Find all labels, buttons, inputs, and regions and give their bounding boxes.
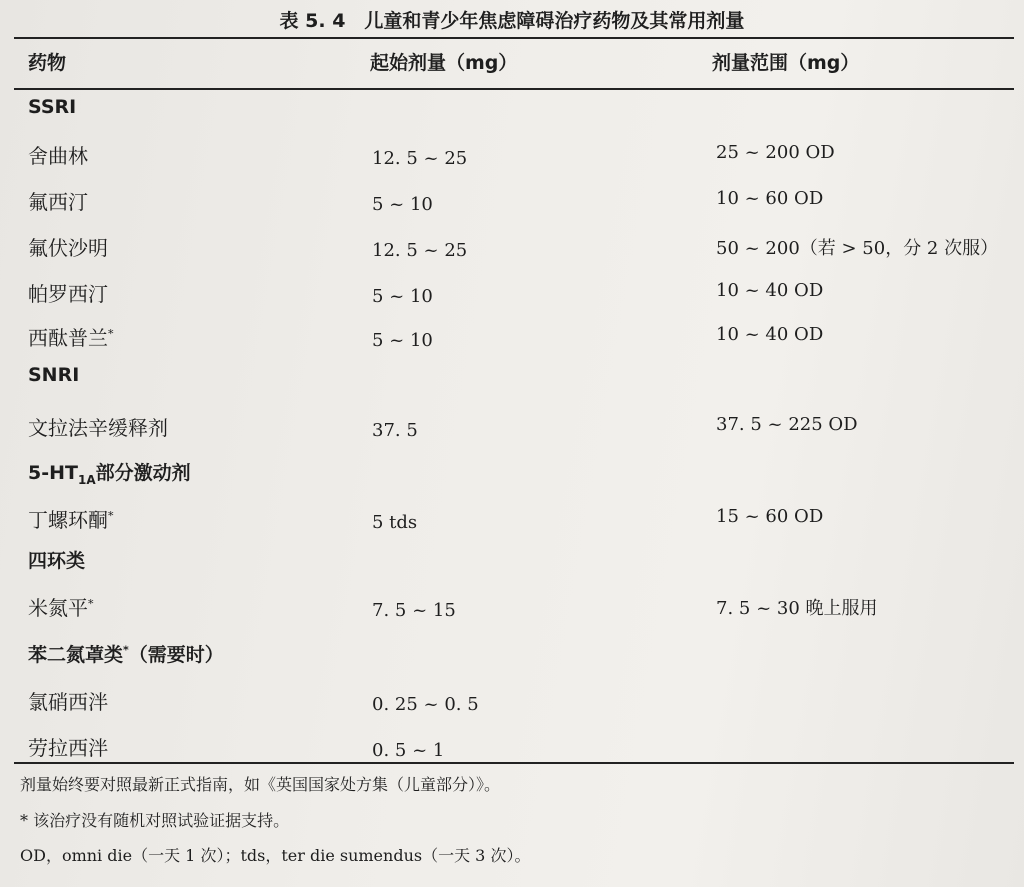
category-label: 苯二氮䓬类*（需要时） xyxy=(28,643,224,666)
drug-name: 文拉法辛缓释剂 xyxy=(28,416,168,440)
start-dose: 0. 25 ~ 0. 5 xyxy=(372,694,479,715)
category-label: $5-HT_{1A}$部分激动剂 xyxy=(28,462,191,487)
note-abbreviations: OD，omni die（一天 1 次）；tds，ter die sumendus（一天 3 次）。 xyxy=(20,846,531,865)
header-dose-range: 剂量范围（mg） xyxy=(712,52,860,74)
drug-name: 舍曲林 xyxy=(28,144,88,168)
start-dose: 5 ~ 10 xyxy=(372,286,433,307)
category-row xyxy=(0,542,1024,588)
header-rule xyxy=(14,88,1014,90)
dose-range: 25 ~ 200 OD xyxy=(716,142,835,163)
dose-range: 10 ~ 60 OD xyxy=(716,188,824,209)
drug-name: 帕罗西汀 xyxy=(28,282,108,306)
dose-range: 15 ~ 60 OD xyxy=(716,506,824,527)
table-row xyxy=(0,272,1024,318)
drug-name: 氟西汀 xyxy=(28,190,88,214)
start-dose: 7. 5 ~ 15 xyxy=(372,600,456,621)
table-row xyxy=(0,316,1024,362)
top-rule xyxy=(14,37,1014,39)
dose-range: 7. 5 ~ 30 晚上服用 xyxy=(716,598,878,619)
header-start-dose: 起始剂量（mg） xyxy=(370,52,518,74)
table-row xyxy=(0,586,1024,632)
table-row xyxy=(0,180,1024,226)
table-row xyxy=(0,226,1024,272)
category-label: SSRI xyxy=(28,96,77,118)
start-dose: 5 tds xyxy=(372,512,418,533)
dose-range: 10 ~ 40 OD xyxy=(716,324,824,345)
note-guideline: 剂量始终要对照最新正式指南，如《英国国家处方集（儿童部分）》。 xyxy=(20,775,501,794)
table-row xyxy=(0,134,1024,180)
table-title: 表 5. 4 儿童和青少年焦虑障碍治疗药物及其常用剂量 xyxy=(279,10,745,32)
note-asterisk: * 该治疗没有随机对照试验证据支持。 xyxy=(20,811,290,830)
table-row xyxy=(0,406,1024,452)
drug-name: 氟伏沙明 xyxy=(28,236,108,260)
dose-range: 50 ~ 200（若 > 50，分 2 次服） xyxy=(716,238,999,259)
category-row xyxy=(0,92,1024,138)
bottom-rule xyxy=(14,762,1014,764)
category-label: 四环类 xyxy=(28,550,86,572)
table-row xyxy=(0,680,1024,726)
start-dose: 0. 5 ~ 1 xyxy=(372,740,445,761)
category-row xyxy=(0,636,1024,682)
category-label: SNRI xyxy=(28,364,80,386)
drug-name: 劳拉西泮 xyxy=(28,736,108,760)
drug-name: 丁螺环酮* xyxy=(28,508,114,532)
start-dose: 12. 5 ~ 25 xyxy=(372,240,468,261)
start-dose: 37. 5 xyxy=(372,420,418,441)
table-row xyxy=(0,726,1024,772)
drug-name: 西酞普兰* xyxy=(28,326,114,350)
start-dose: 12. 5 ~ 25 xyxy=(372,148,468,169)
dose-range: 10 ~ 40 OD xyxy=(716,280,824,301)
start-dose: 5 ~ 10 xyxy=(372,194,433,215)
header-drug: 药物 xyxy=(28,52,67,74)
table-row xyxy=(0,498,1024,544)
category-row xyxy=(0,454,1024,500)
drug-name: 氯硝西泮 xyxy=(28,690,108,714)
category-row xyxy=(0,360,1024,406)
dose-range: 37. 5 ~ 225 OD xyxy=(716,414,858,435)
start-dose: 5 ~ 10 xyxy=(372,330,433,351)
drug-name: 米氮平* xyxy=(28,596,94,620)
